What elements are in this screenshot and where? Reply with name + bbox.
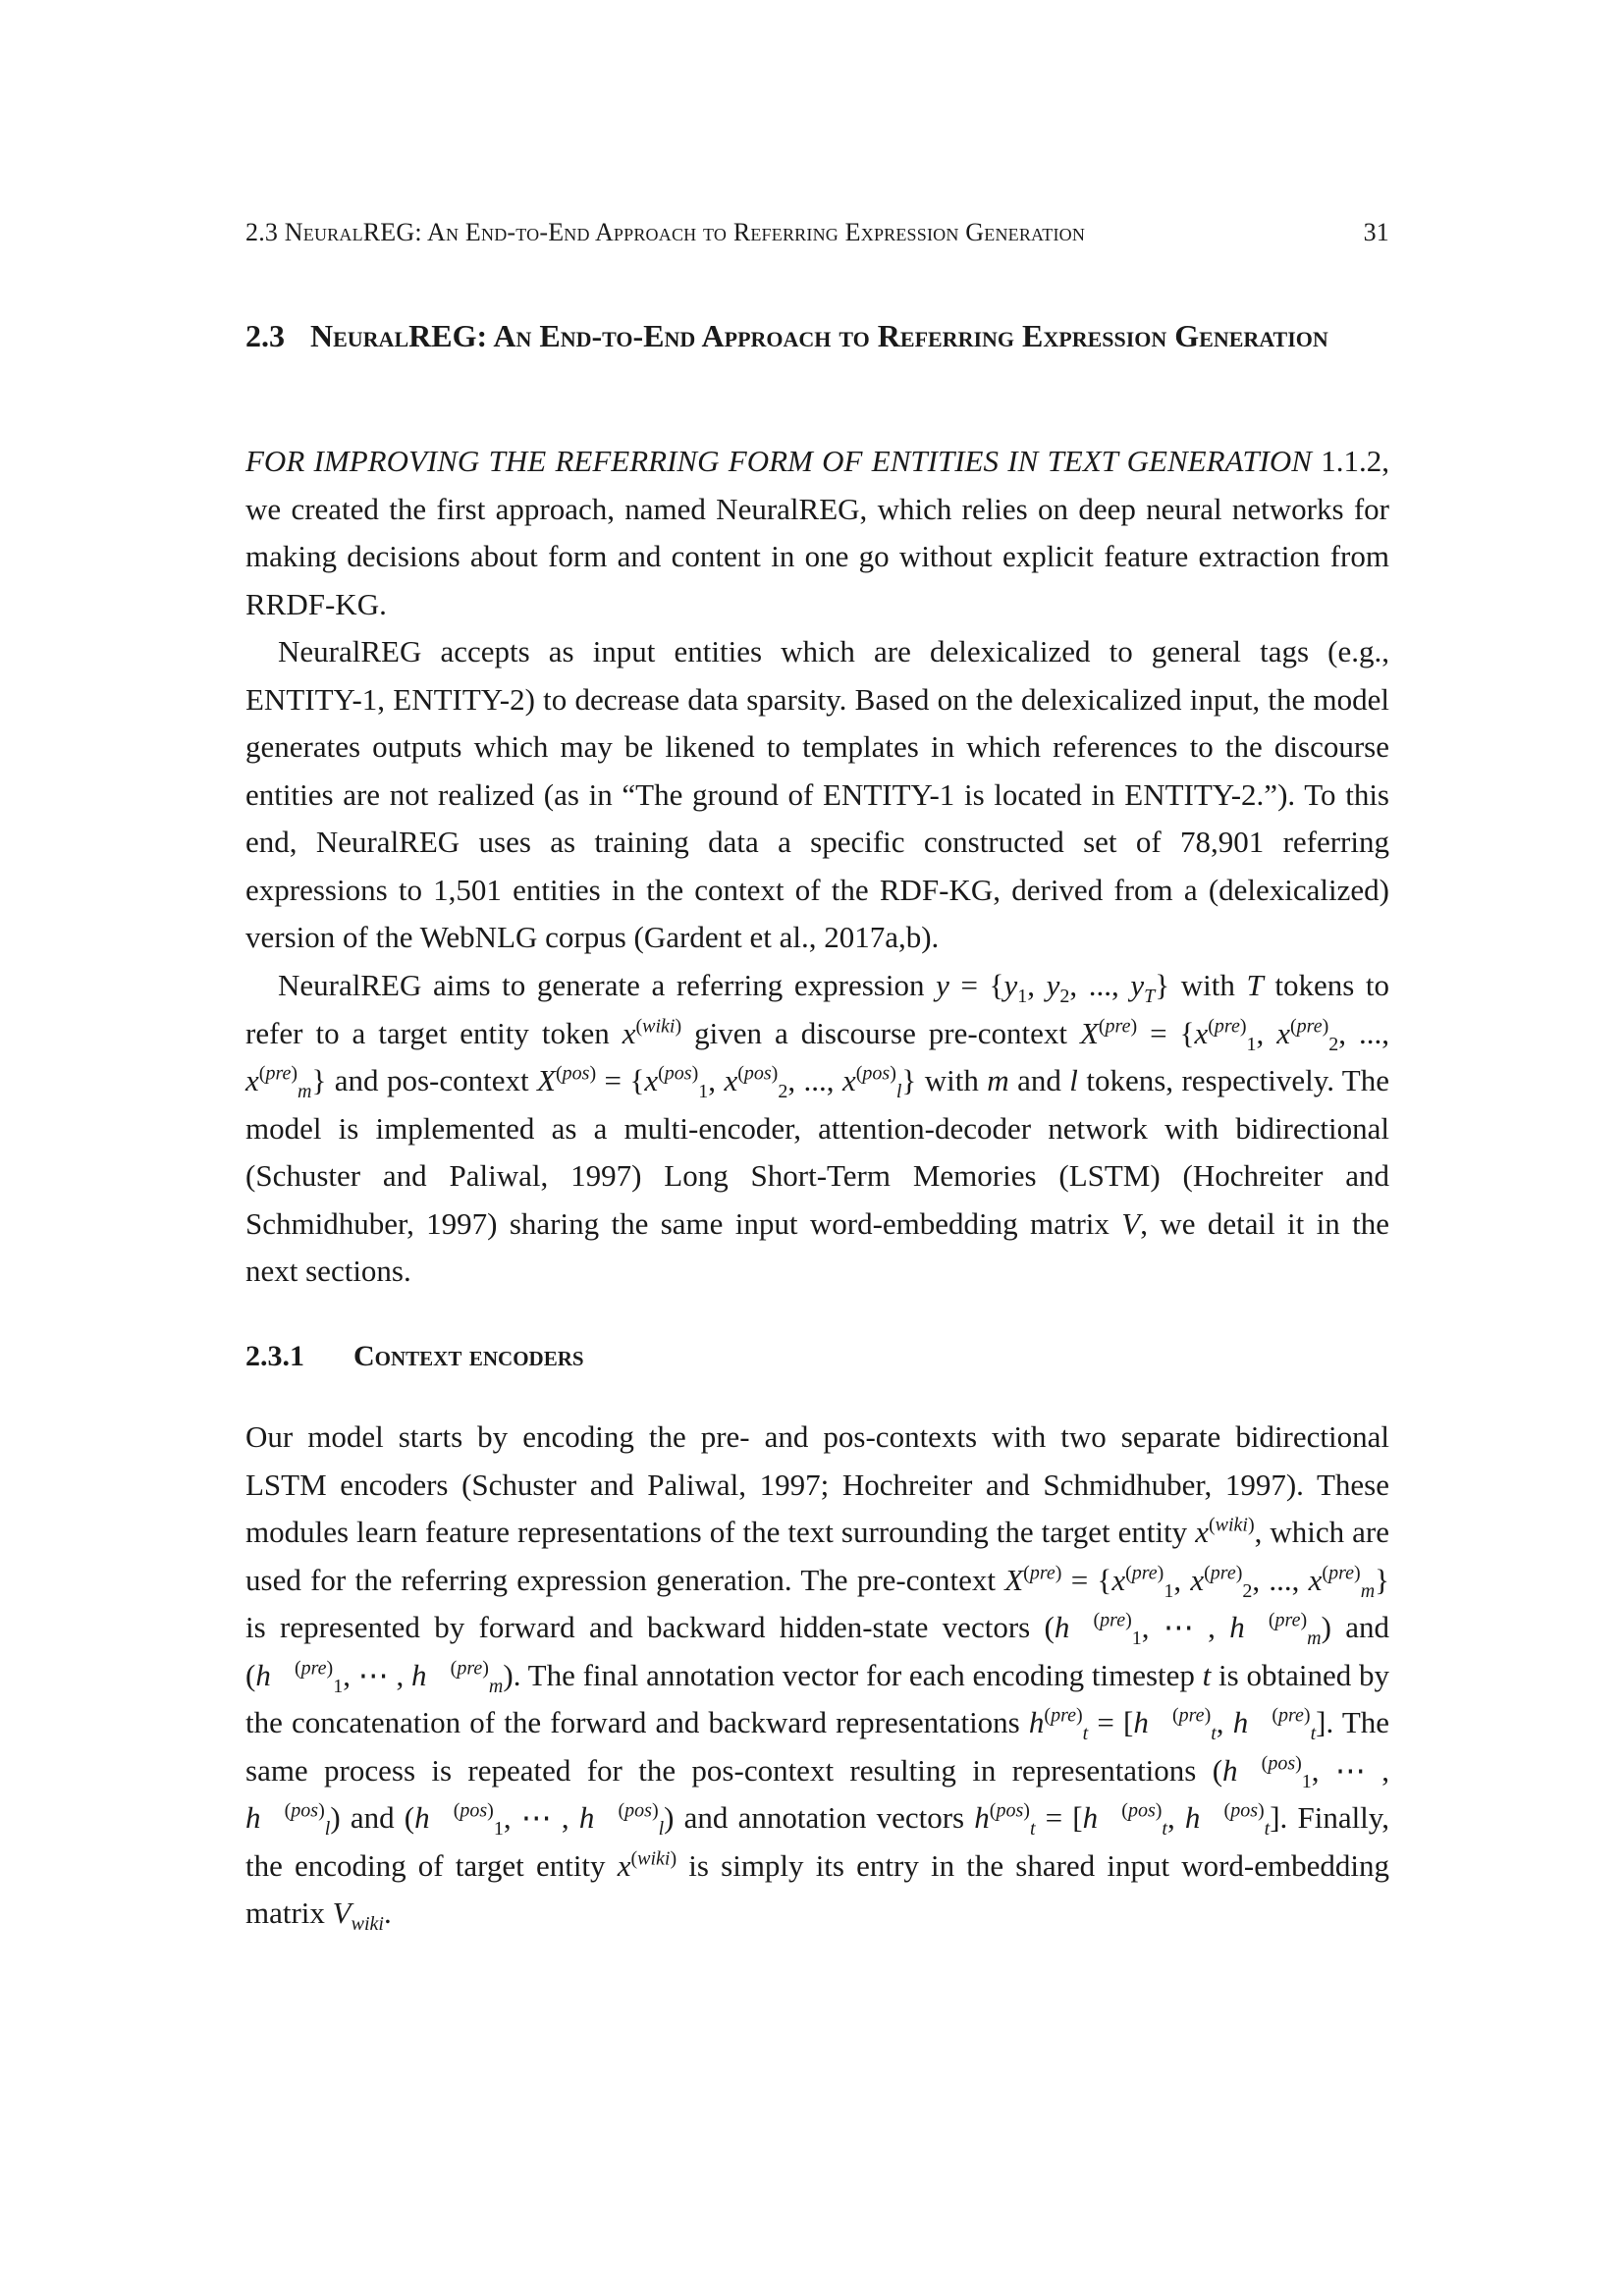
context-encoders-paragraph: Our model starts by encoding the pre- and pos-contexts with two separate bidirectional LSTM encoders (Schuster and Paliwal, 1997; Hochreiter and Schmidhuber, 1997). These modules learn feature representations of the text surrounding the target entity $x^{(wiki)}$, which are used for the referring expression generation. The pre-context $X^{(pre)} = \{x^{(pre)}_1$, $x^{(pre)}_2$, ..., $x^{(pre)}_m$} is represented by forward and backward hidden-state vectors (h⃗$^{(pre)}_1$, ⋯ , h⃗$^{(pre)}_m$) and (h⃖$^{(pre)}_1$, ⋯ , h⃖$^{(pre)}_m$). The final annotation vector for each encoding timestep t is obtained by the concatenation of the forward and backward representations $h^{(pre)}_t$ = [h⃗$^{(pre)}_t$, h⃖$^{(pre)}_t$]. The same process is repeated for the pos-context resulting in representations (h⃗$^{(pos)}_1$, ⋯ , h⃗$^{(pos)}_l$) and (h⃖$^{(pos)}_1$, ⋯ , h⃖$^{(pos)}_l$) and annotation vectors $h^{(pos)}_t$ = [h⃗$^{(pos)}_t$, h⃖$^{(pos)}_t$]. Finally, the encoding of target entity $x^{(wiki)}$ is simply its entry in the shared input word-embedding matrix $V_{wiki}$.	[245, 1419, 1390, 1936]
neuralreg-text: NeuralREG accepts as input entities which are delexicalized to general tags (e.g., ENTITY-1, ENTITY-2) to decrease data sparsity. Based on the delexicalized input, the model generates outputs which may be likened to templates in which references to the discourse entities are not realized (as in “The ground of ENTITY-1 is located in ENTITY-2.”). To this end, NeuralREG uses as training data a specific constructed set of 78,901 referring expressions to 1,501 entities in the context of the RDF-KG, derived from a (delexicalized) version of the WebNLG corpus (Gardent et al., 2017a,b).	[245, 634, 1389, 954]
context-text-9: and annotation vectors	[674, 1800, 975, 1835]
aims-text-3: tokens to refer to a target entity token	[245, 968, 1389, 1050]
context-text-4: and	[1330, 1610, 1389, 1644]
context-text-5: . The final annotation vector for each encoding timestep	[513, 1657, 1203, 1692]
aims-text-6: with	[916, 1063, 988, 1097]
context-text-7: . The same process is repeated for the pos-context resulting in representations	[245, 1705, 1390, 1788]
context-text-8: and	[340, 1800, 405, 1835]
aims-text-9: , we detail it in the next sections.	[245, 1205, 1389, 1288]
context-text-12: .	[383, 1896, 392, 1930]
running-head-title: 2.3 NeuralREG: An End-to-End Approach to Referring Expression Generation	[245, 218, 1086, 246]
running-head	[245, 218, 1389, 247]
context-text-10: . Finally, the encoding of target entity	[245, 1800, 1390, 1883]
context-text-1: Our model starts by encoding the pre- and pos-contexts with two separate bidirectional LSTM encoders (Schuster and Paliwal, 1997; Hochreiter and Schmidhuber, 1997). These modules learn feature representations of the text surrounding the target entity	[245, 1419, 1389, 1549]
aims-text-2: with	[1169, 968, 1247, 1002]
aims-text-5: and pos-context	[326, 1063, 538, 1097]
page-number: 31	[1363, 218, 1389, 246]
intro-text: 1.1.2, we created the first approach, named NeuralREG, which relies on deep neural networks for making decisions about form and content in one go without explicit feature extraction from RRDF-KG.	[245, 444, 1390, 621]
neuralreg-paragraph	[245, 628, 1389, 962]
context-text-2: , which are used for the referring expression generation. The pre-context	[245, 1515, 1389, 1597]
section-title: NeuralREG: An End-to-End Approach to Referring Expression Generation	[310, 318, 1328, 353]
section-number: 2.3	[245, 318, 285, 353]
section-heading	[245, 312, 1389, 359]
math-y: y	[936, 968, 949, 1002]
context-text-11: is simply its entry in the shared input word-embedding matrix	[245, 1847, 1389, 1930]
context-text-3: is represented by forward and backward hidden-state vectors	[245, 1610, 1045, 1644]
context-text-6: is obtained by the concatenation of the forward and backward representations	[245, 1657, 1389, 1739]
intro-italic-text: FOR IMPROVING THE REFERRING FORM OF ENTITIES IN TEXT GENERATION	[245, 444, 1312, 478]
subsection-title: Context encoders	[353, 1340, 584, 1372]
aims-text-7: and	[1008, 1063, 1070, 1097]
intro-paragraph	[245, 438, 1389, 628]
aims-paragraph: NeuralREG aims to generate a referring expression $y = \{y_1$, $y_2$, ..., $y_T$} with T tokens to refer to a target entity token $x^{(wiki)}$ given a discourse pre-context $X^{(pre)} = \{x^{(pre)}_1$, $x^{(pre)}_2$, ..., $x^{(pre)}_m$} and pos-context $X^{(pos)} = \{x^{(pos)}_1$, $x^{(pos)}_2$, ..., $x^{(pos)}_l$} with m and l tokens, respectively. The model is implemented as a multi-encoder, attention-decoder network with bidirectional (Schuster and Paliwal, 1997) Long Short-Term Memories (LSTM) (Hochreiter and Schmidhuber, 1997) sharing the same input word-embedding matrix V, we detail it in the next sections.	[245, 968, 1390, 1288]
subsection-heading	[245, 1340, 584, 1373]
aims-text-1: NeuralREG aims to generate a referring expression	[278, 968, 937, 1002]
aims-text-4: given a discourse pre-context	[681, 1015, 1080, 1050]
aims-text-8: tokens, respectively. The model is implemented as a multi-encoder, attention-decoder network with bidirectional (Schuster and Paliwal, 1997) Long Short-Term Memories (LSTM) (Hochreiter and Schmidhuber, 1997) sharing the same input word-embedding matrix	[245, 1063, 1390, 1241]
subsection-number: 2.3.1	[245, 1340, 304, 1372]
